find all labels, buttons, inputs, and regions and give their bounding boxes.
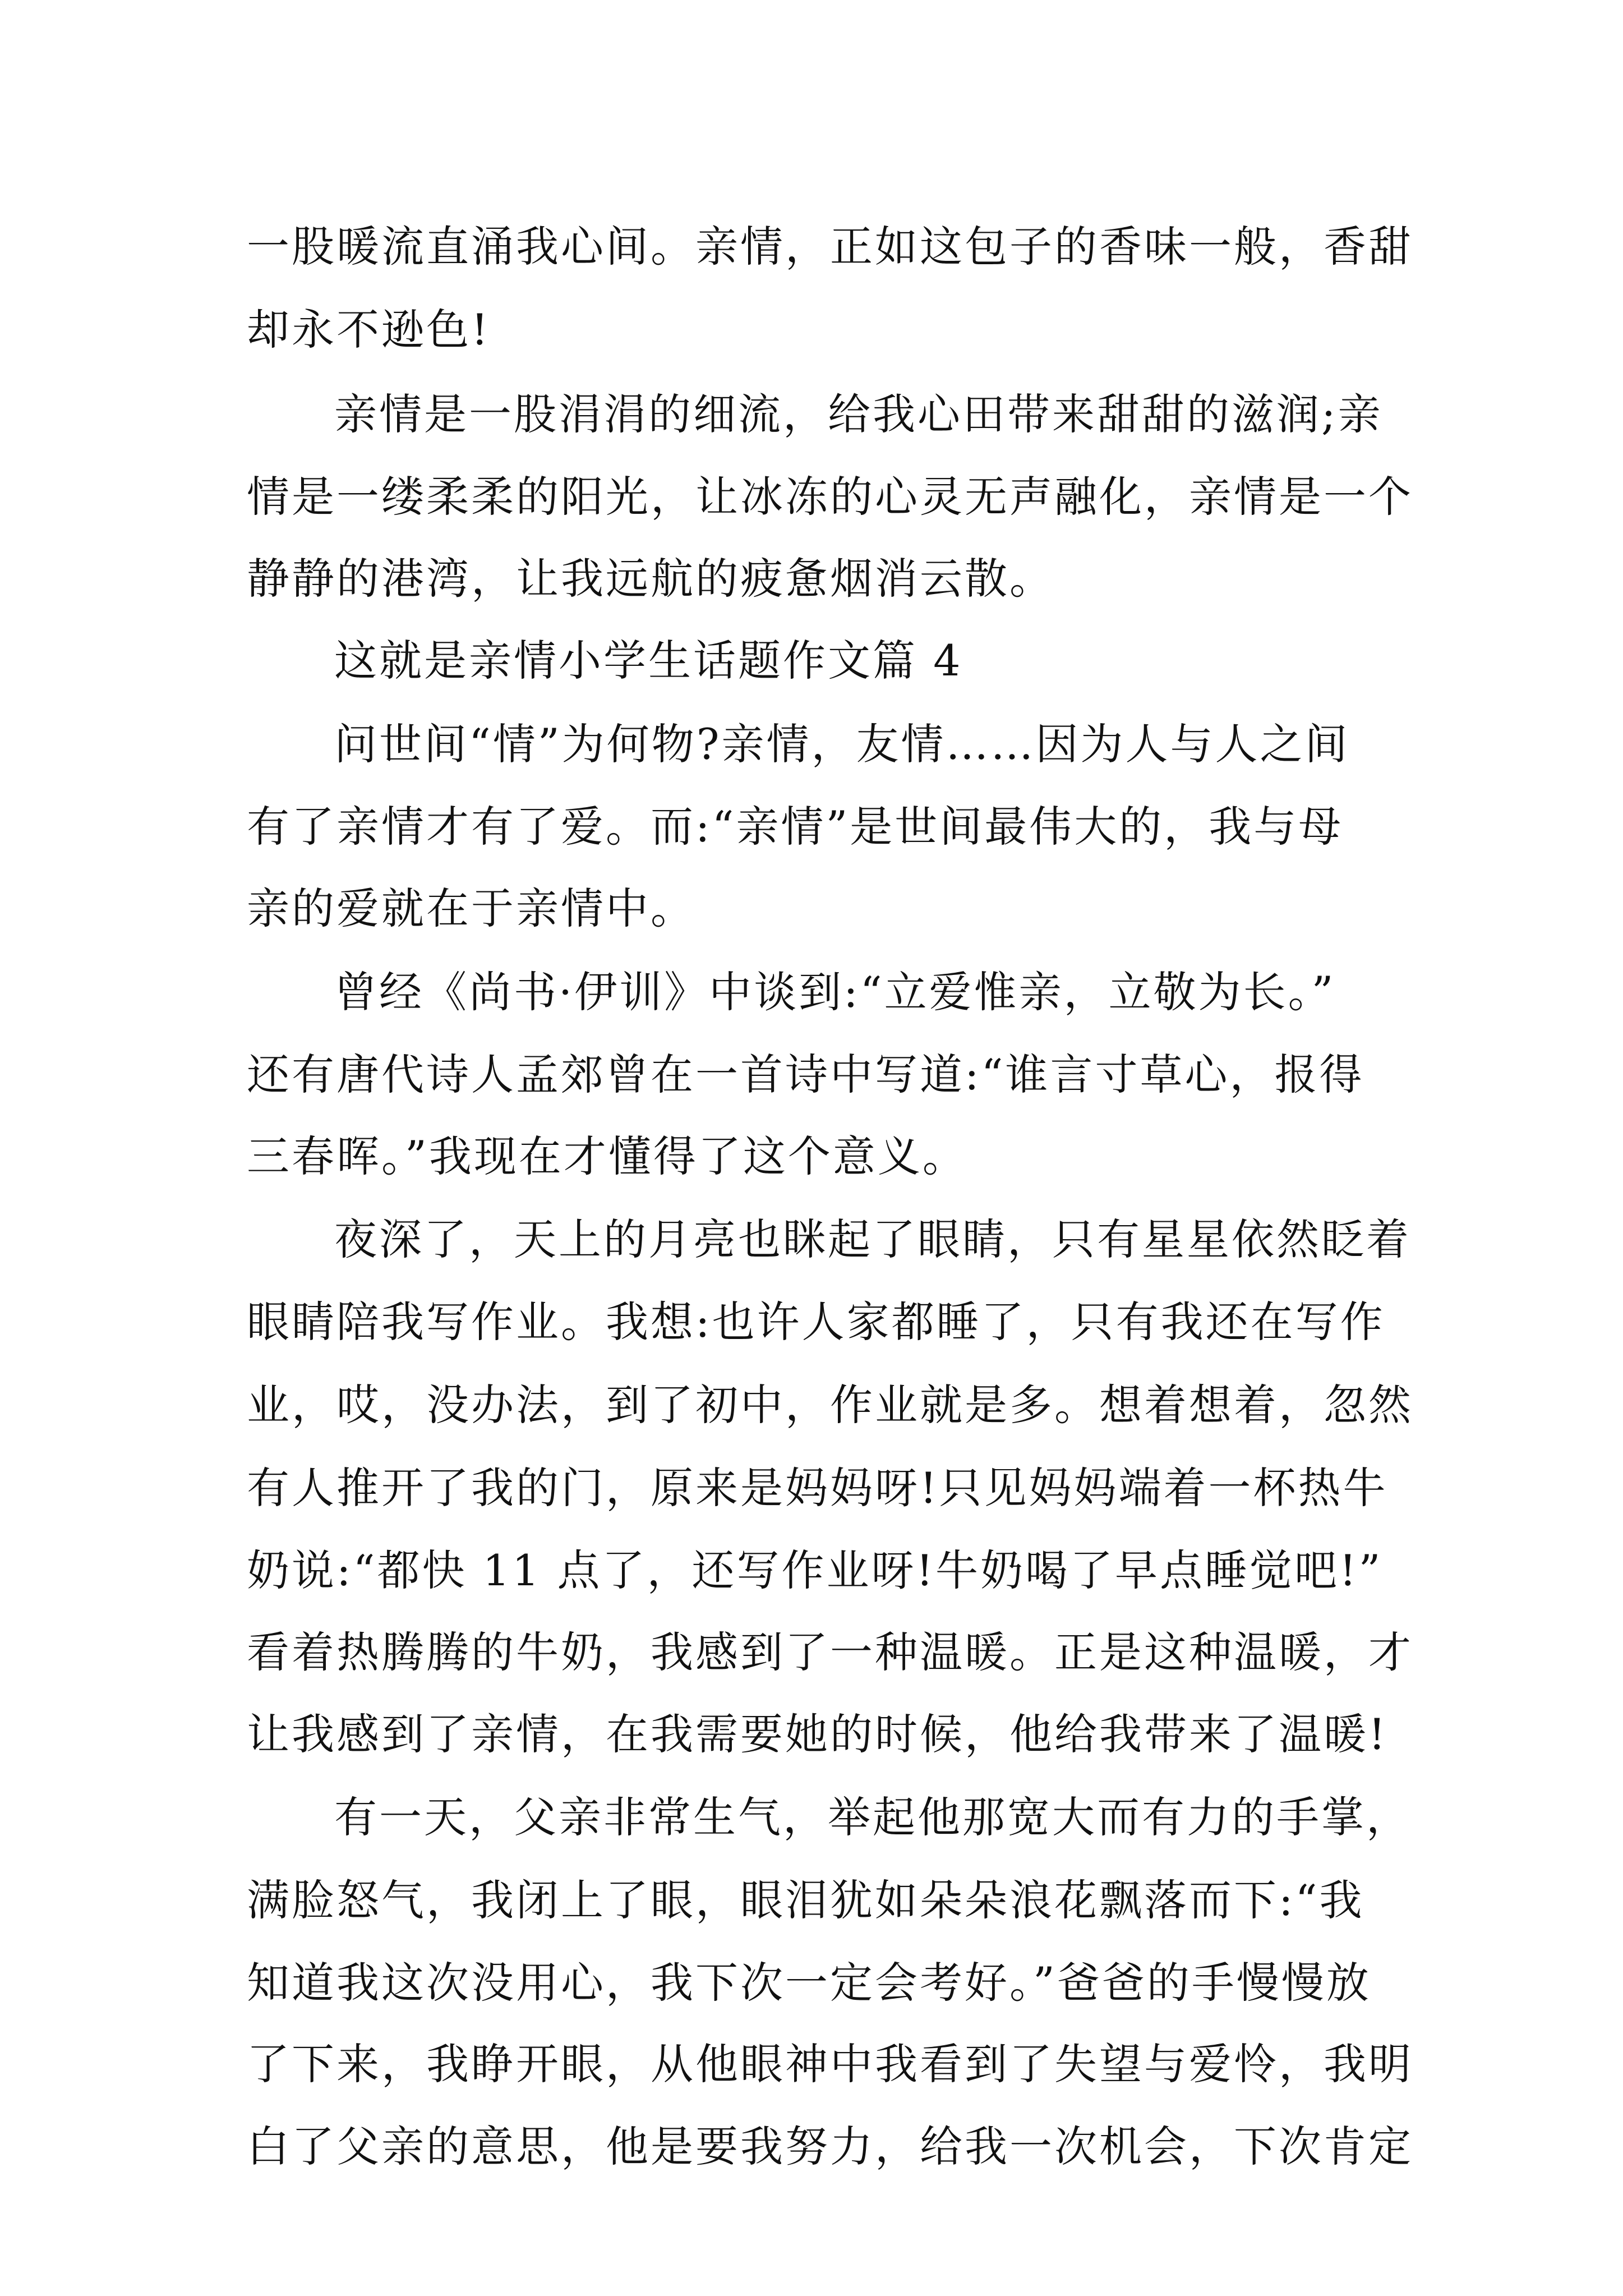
text-line: 三春晖。”我现在才懂得了这个意义。 xyxy=(247,1131,967,1181)
text-line: 情是一缕柔柔的阳光，让冰冻的心灵无声融化，亲情是一个 xyxy=(247,472,1413,522)
text-line: 却永不逊色! xyxy=(247,305,491,355)
text-line: 奶说:“都快 11 点了，还写作业呀!牛奶喝了早点睡觉吧!” xyxy=(247,1545,1383,1595)
text-line: 有了亲情才有了爱。而:“亲情”是世间最伟大的，我与母 xyxy=(247,802,1344,852)
text-line: 让我感到了亲情，在我需要她的时候，他给我带来了温暖! xyxy=(247,1709,1388,1759)
text-line: 静静的港湾，让我远航的疲惫烟消云散。 xyxy=(247,554,1054,604)
text-line: 眼睛陪我写作业。我想:也许人家都睡了，只有我还在写作 xyxy=(247,1297,1385,1347)
text-line: 业，哎，没办法，到了初中，作业就是多。想着想着，忽然 xyxy=(247,1380,1413,1430)
paragraph-start: 亲情是一股涓涓的细流，给我心田带来甜甜的滋润;亲 xyxy=(334,389,1383,439)
paragraph-start: 有一天，父亲非常生气，举起他那宽大而有力的手掌， xyxy=(334,1792,1411,1842)
paragraph-start: 夜深了，天上的月亮也眯起了眼睛，只有星星依然眨着 xyxy=(334,1214,1411,1264)
text-line: 白了父亲的意思，他是要我努力，给我一次机会，下次肯定 xyxy=(247,2122,1413,2171)
paragraph-start: 曾经《尚书·伊训》中谈到:“立爱惟亲，立敬为长。” xyxy=(334,967,1336,1017)
paragraph-start: 问世间“情”为何物?亲情，友情……因为人与人之间 xyxy=(334,719,1350,769)
text-line: 一股暖流直涌我心间。亲情，正如这包子的香味一般，香甜 xyxy=(247,222,1413,272)
text-line: 亲的爱就在于亲情中。 xyxy=(247,884,695,933)
text-line: 知道我这次没用心，我下次一定会考好。”爸爸的手慢慢放 xyxy=(247,1958,1371,2008)
text-line: 了下来，我睁开眼，从他眼神中我看到了失望与爱怜，我明 xyxy=(247,2039,1413,2089)
text-line: 看着热腾腾的牛奶，我感到了一种温暖。正是这种温暖，才 xyxy=(247,1627,1413,1677)
text-line: 满脸怒气，我闭上了眼，眼泪犹如朵朵浪花飘落而下:“我 xyxy=(247,1875,1364,1925)
text-line: 有人推开了我的门，原来是妈妈呀!只见妈妈端着一杯热牛 xyxy=(247,1463,1388,1513)
text-line: 还有唐代诗人孟郊曾在一首诗中写道:“谁言寸草心，报得 xyxy=(247,1050,1364,1099)
section-heading: 这就是亲情小学生话题作文篇 4 xyxy=(334,636,963,685)
